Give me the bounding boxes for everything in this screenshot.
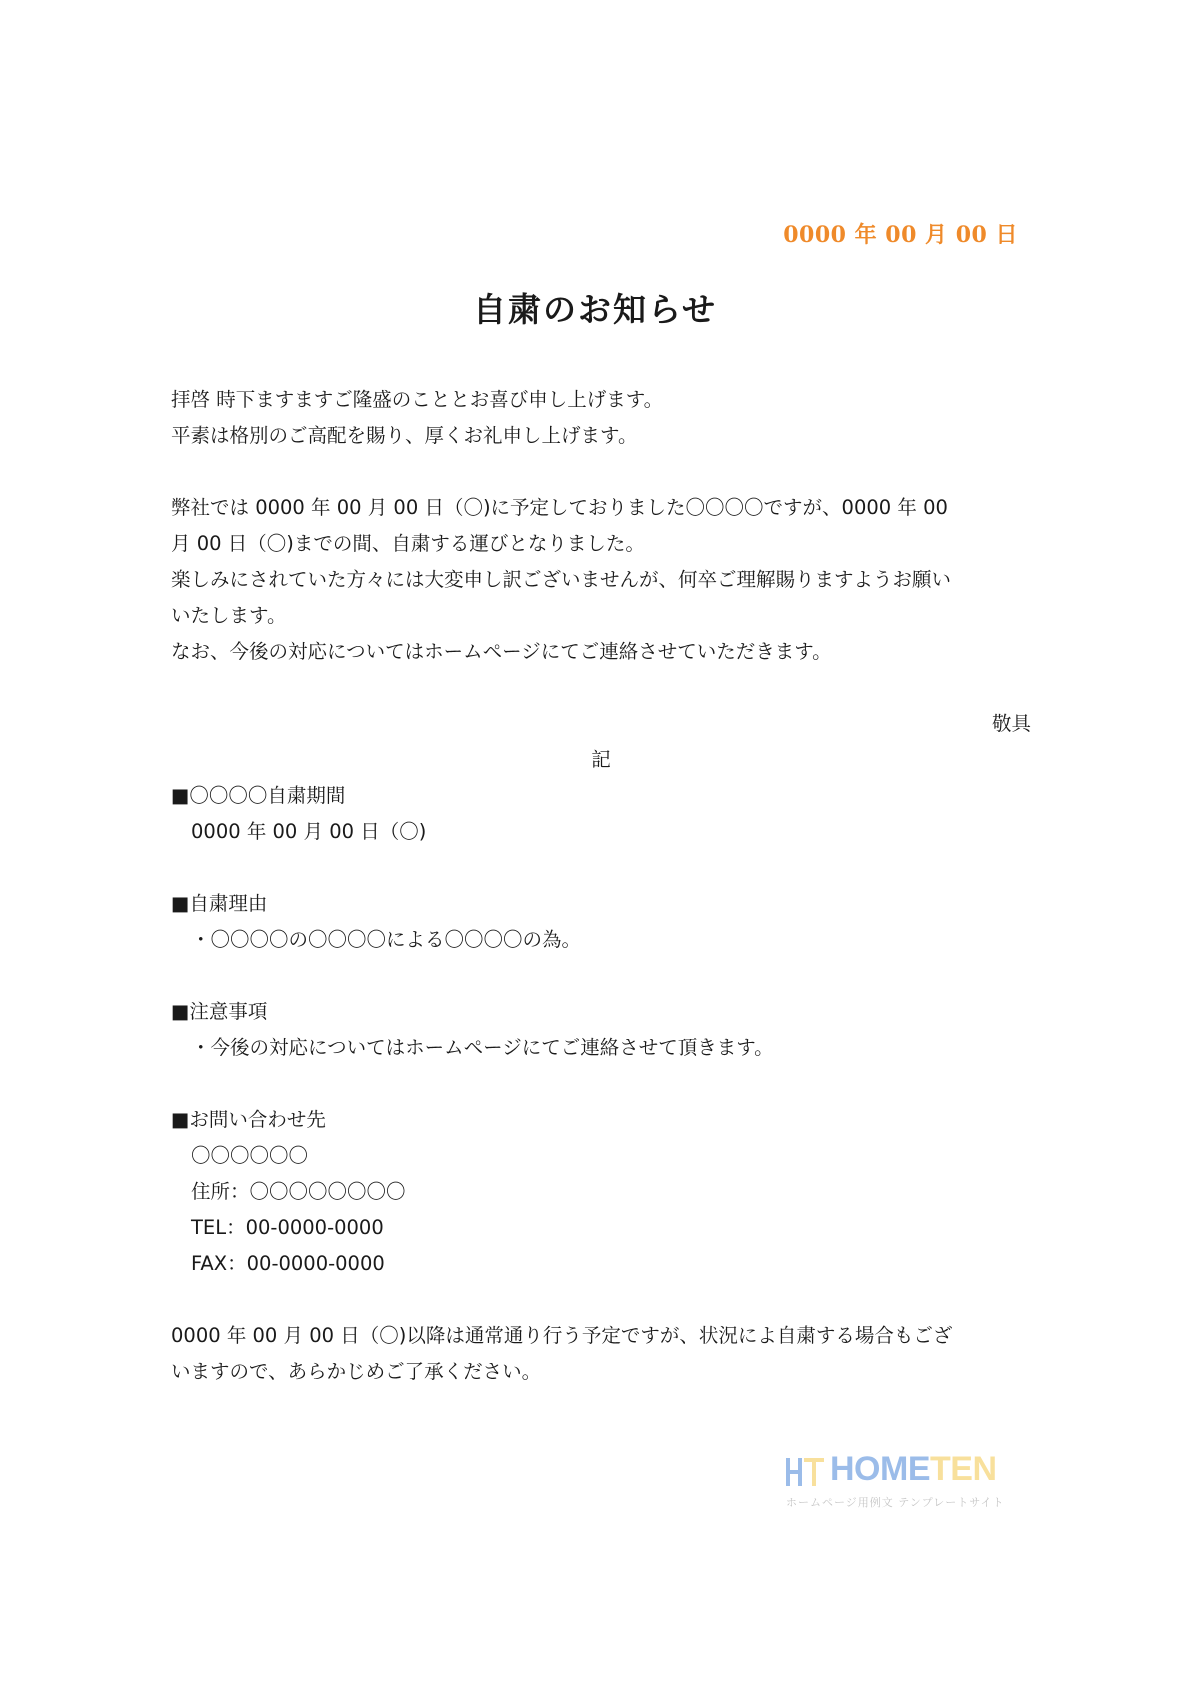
body-line: 弊社では 0000 年 00 月 00 日（〇)に予定しておりました〇〇〇〇ですが、0000 年 00 (171, 496, 948, 519)
ki-marker: 記 (591, 748, 611, 771)
footer-line: いますので、あらかじめご了承ください。 (171, 1360, 542, 1383)
hometen-logo-wordmark (830, 1450, 997, 1489)
closing-keigu: 敬具 (991, 712, 1031, 735)
body-line: 月 00 日（〇)までの間、自粛する運びとなりました。 (171, 532, 645, 555)
hometen-logo-icon (784, 1454, 826, 1488)
logo-subtitle: ホームページ用例文 テンプレートサイト (786, 1496, 1005, 1509)
document-date: 0000 年 00 月 00 日 (783, 222, 1018, 248)
hometen-logo (784, 1452, 1014, 1512)
document-title: 自粛のお知らせ (472, 290, 717, 329)
contact-name: 〇〇〇〇〇〇 (191, 1144, 309, 1167)
contact-address: 住所：〇〇〇〇〇〇〇〇 (191, 1180, 406, 1203)
section-value-reason: ・〇〇〇〇の〇〇〇〇による〇〇〇〇の為。 (191, 928, 582, 951)
contact-fax: FAX：00-0000-0000 (191, 1252, 385, 1275)
body-line: いたします。 (171, 604, 287, 627)
greeting-line: 平素は格別のご高配を賜り、厚くお礼申し上げます。 (171, 424, 638, 447)
logo-ten-text: TEN (930, 1450, 997, 1488)
contact-tel: TEL：00-0000-0000 (191, 1216, 384, 1239)
logo-home-text: HOME (830, 1450, 930, 1488)
document-body (171, 382, 1031, 1390)
body-line: なお、今後の対応についてはホームページにてご連絡させていただきます。 (171, 640, 832, 663)
section-value-period: 0000 年 00 月 00 日（〇) (191, 820, 427, 843)
footer-line: 0000 年 00 月 00 日（〇)以降は通常通り行う予定ですが、状況によ自粛する場合もござ (171, 1324, 953, 1347)
body-line: 楽しみにされていた方々には大変申し訳ございませんが、何卒ご理解賜りますようお願い (171, 568, 952, 591)
section-heading-notes: ■注意事項 (171, 1000, 268, 1023)
section-value-notes: ・今後の対応についてはホームページにてご連絡させて頂きます。 (191, 1036, 774, 1059)
section-heading-period: ■〇〇〇〇自粛期間 (171, 784, 346, 807)
greeting-line: 拝啓 時下ますますご隆盛のこととお喜び申し上げます。 (171, 388, 664, 411)
section-heading-contact: ■お問い合わせ先 (171, 1108, 326, 1131)
section-heading-reason: ■自粛理由 (171, 892, 268, 915)
